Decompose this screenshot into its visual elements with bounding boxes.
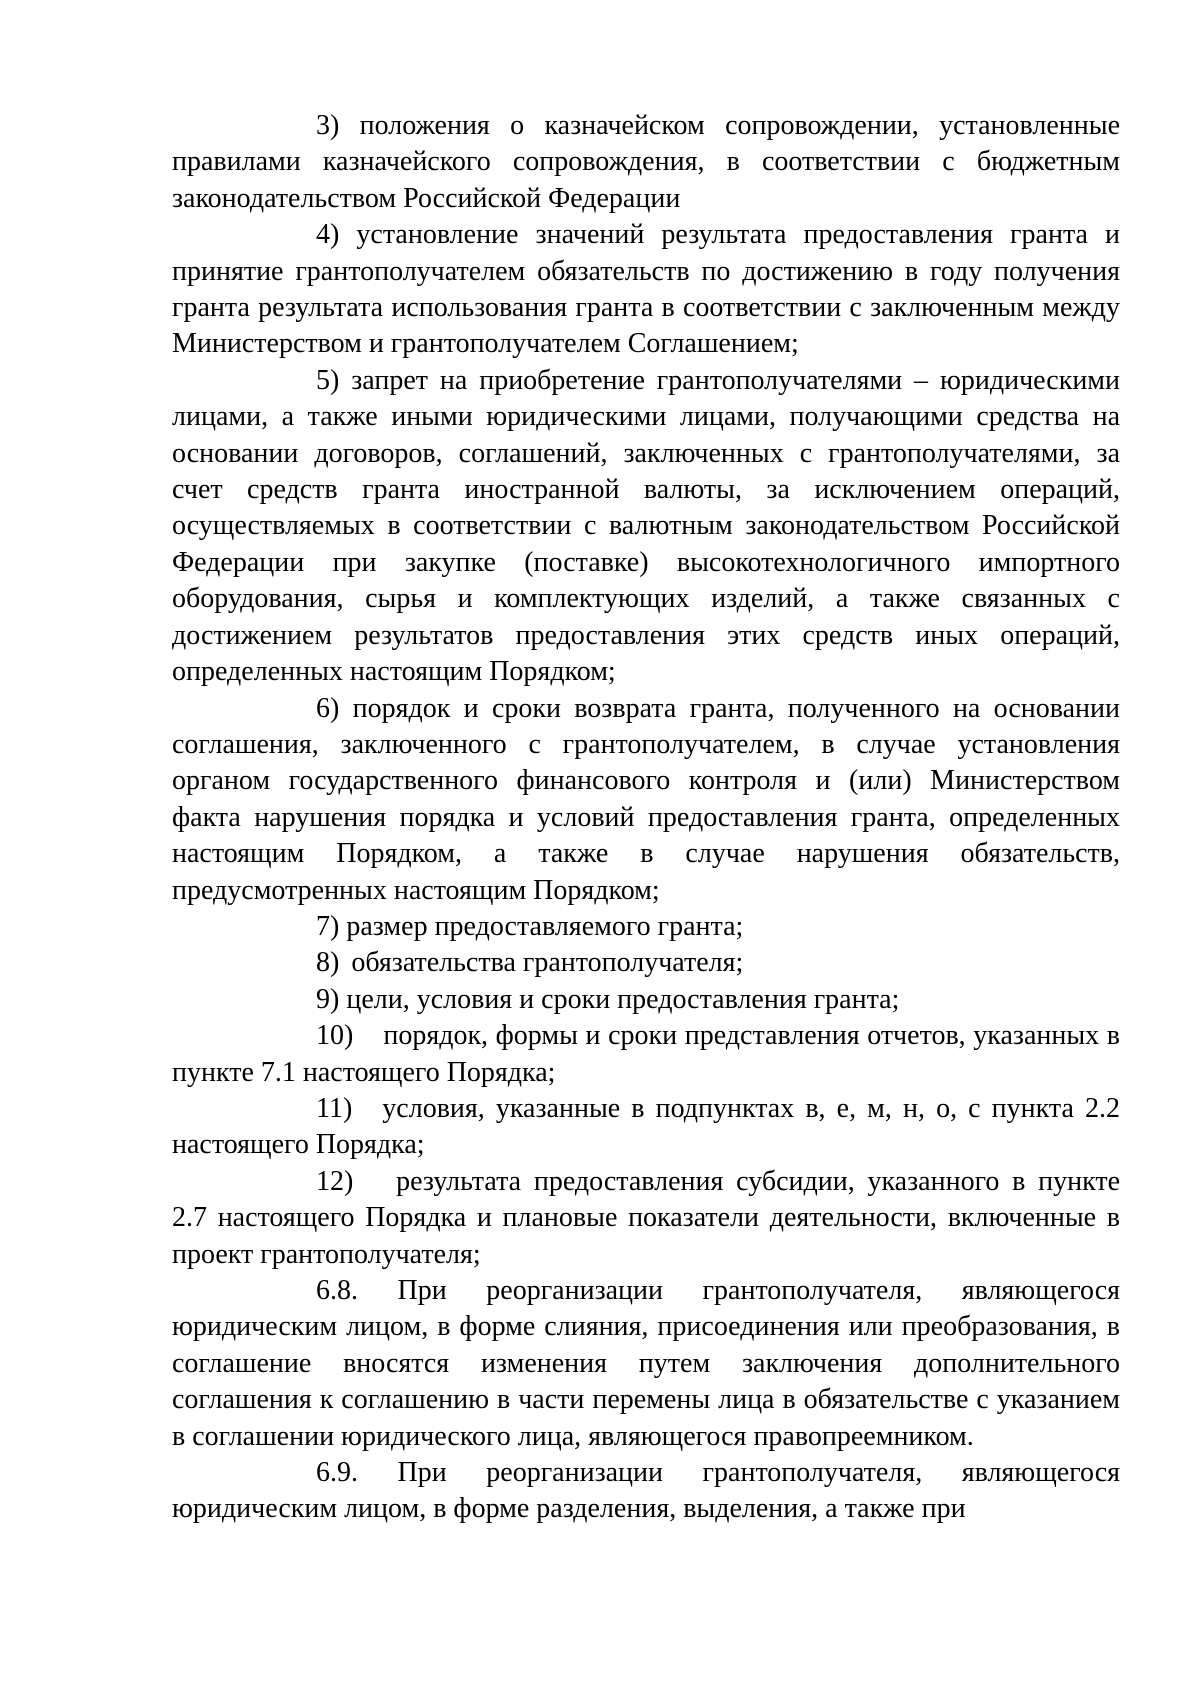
paragraph-item-12 (172, 1164, 1120, 1273)
paragraph-text: установление значений результата предоставления гранта и принятие грантополучателем обязательств по достижению в году получения гранта результата использования гранта в соответствии с заключенным между Министерством и грантополучателем Соглашением; (172, 219, 1121, 360)
paragraph-text: размер предоставляемого гранта; (346, 910, 744, 942)
paragraph-text: При реорганизации грантополучателя, являющегося юридическим лицом, в форме разделения, выделения, а также при (172, 1457, 1120, 1525)
paragraph-text: порядок и сроки возврата гранта, полученного на основании соглашения, заключенного с грантополучателем, в случае установления органом государственного финансового контроля и (или) Министерством факта нарушения порядка и условий предоставления гранта, определенных настоящим Порядком, а также в случае нарушения обязательств, предусмотренных настоящим Порядком; (172, 692, 1121, 906)
item-number: 12) (316, 1165, 354, 1197)
item-number: 3) (316, 110, 340, 141)
paragraph-text: запрет на приобретение грантополучателями – юридическими лицами, а также иными юридическими лицами, получающими средства на основании договоров, соглашений, заключенных с грантополучателями, за счет средств гранта иностранной валюты, за исключением операций, осуществляемых в соответствии с валютным законодательством Российской Федерации при закупке (поставке) высокотехнологичного импортного оборудования, сырья и комплектующих изделий, а также связанных с достижением результатов предоставления этих средств иных операций, определенных настоящим Порядком; (172, 364, 1121, 688)
paragraph-item-9 (172, 982, 1120, 1018)
paragraph-item-7 (172, 909, 1120, 945)
paragraph-text: условия, указанные в подпунктах в, е, м, н, о, с пункта 2.2 настоящего Порядка; (172, 1092, 1120, 1161)
item-number: 6.9. (316, 1457, 358, 1489)
item-number: 6) (316, 692, 340, 724)
paragraph-text: При реорганизации грантополучателя, являющегося юридическим лицом, в форме слияния, присоединения или преобразования, в соглашение вносятся изменения путем заключения дополнительного соглашения к соглашению в части перемены лица в обязательстве с указанием в соглашении юридического лица, являющегося правопреемником. (172, 1275, 1120, 1452)
paragraph-text: результата предоставления субсидии, указанного в пункте 2.7 настоящего Порядка и плановые показатели деятельности, включенные в проект грантополучателя; (172, 1165, 1120, 1270)
item-number: 7) (316, 910, 340, 942)
document-page (172, 108, 1120, 1528)
paragraph-6-8 (172, 1273, 1120, 1455)
paragraph-text: обязательства грантополучателя; (351, 947, 744, 979)
paragraph-item-3 (172, 108, 1120, 217)
paragraph-item-5 (172, 363, 1120, 691)
paragraph-text: порядок, формы и сроки представления отчетов, указанных в пункте 7.1 настоящего Порядка; (172, 1020, 1120, 1088)
item-number: 11) (316, 1092, 353, 1124)
item-number: 10) (316, 1020, 354, 1052)
paragraph-item-11 (172, 1091, 1120, 1164)
paragraph-item-4 (172, 217, 1120, 363)
paragraph-item-6 (172, 691, 1120, 909)
item-number: 6.8. (316, 1275, 358, 1306)
paragraph-text: цели, условия и сроки предоставления гранта; (346, 983, 900, 1015)
item-number: 4) (316, 219, 340, 251)
paragraph-item-10 (172, 1018, 1120, 1091)
paragraph-6-9 (172, 1455, 1120, 1528)
item-number: 8) (316, 947, 340, 979)
item-number: 5) (316, 364, 340, 396)
paragraph-item-8 (172, 945, 1120, 981)
paragraph-text: положения о казначейском сопровождении, установленные правилами казначейского сопровождения, в соответствии с бюджетным законодательством Российской Федерации (172, 110, 1120, 214)
item-number: 9) (316, 983, 340, 1015)
